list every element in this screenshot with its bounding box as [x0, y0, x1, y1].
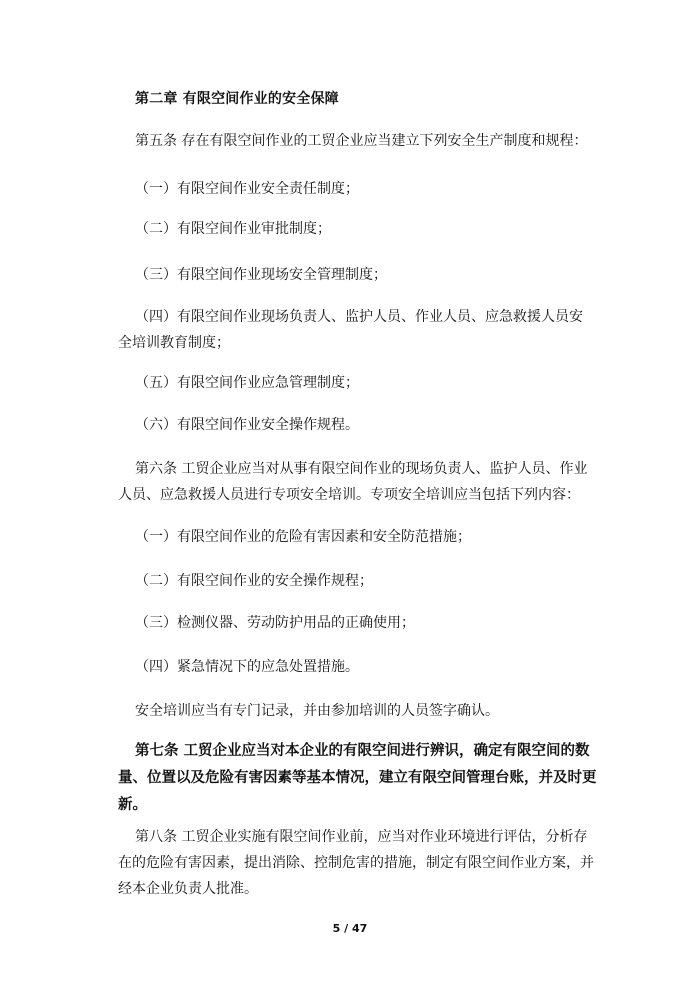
article-8-line-1: 第八条 工贸企业实施有限空间作业前，应当对作业环境进行评估，分析存	[135, 829, 588, 845]
article-5-item-1: （一）有限空间作业安全责任制度；	[135, 181, 359, 197]
article-8	[118, 824, 594, 902]
article-7-line-3: 新。	[118, 797, 147, 813]
page-number: 5 / 47	[332, 922, 368, 935]
article-5-item-4-line-1: （四）有限空间作业现场负责人、监护人员、作业人员、应急救援人员安	[135, 309, 583, 325]
article-5-item-3: （三）有限空间作业现场安全管理制度；	[135, 267, 387, 283]
article-6-item-2: （二）有限空间作业的安全操作规程；	[135, 573, 373, 589]
article-6-item-4: （四）紧急情况下的应急处置措施。	[135, 659, 359, 675]
article-7-line-1: 第七条 工贸企业应当对本企业的有限空间进行辨识，确定有限空间的数	[135, 743, 590, 759]
article-5-item-5: （五）有限空间作业应急管理制度；	[135, 375, 359, 391]
article-5-item-4-line-2: 全培训教育制度；	[118, 335, 230, 351]
article-6-item-1: （一）有限空间作业的危险有害因素和安全防范措施；	[135, 529, 471, 545]
article-5-item-6: （六）有限空间作业安全操作规程。	[135, 417, 359, 433]
chapter-title: 第二章 有限空间作业的安全保障	[135, 91, 339, 107]
article-7-line-2: 量、位置以及危险有害因素等基本情况，建立有限空间管理台账，并及时更	[118, 770, 597, 786]
article-6-line-2: 人员、应急救援人员进行专项安全培训。专项安全培训应当包括下列内容：	[118, 487, 580, 503]
article-6-record: 安全培训应当有专门记录，并由参加培训的人员签字确认。	[135, 703, 499, 719]
article-5-item-4	[118, 304, 588, 356]
article-5-intro: 第五条 存在有限空间作业的工贸企业应当建立下列安全生产制度和规程：	[135, 133, 588, 149]
article-5-item-2: （二）有限空间作业审批制度；	[135, 221, 331, 237]
article-6-item-3: （三）检测仪器、劳动防护用品的正确使用；	[135, 615, 415, 631]
article-7	[118, 738, 597, 819]
article-8-line-3: 经本企业负责人批准。	[118, 881, 258, 897]
article-6-intro	[118, 456, 588, 508]
article-6-line-1: 第六条 工贸企业应当对从事有限空间作业的现场负责人、监护人员、作业	[135, 461, 588, 477]
article-8-line-2: 在的危险有害因素，提出消除、控制危害的措施，制定有限空间作业方案，并	[118, 855, 594, 871]
